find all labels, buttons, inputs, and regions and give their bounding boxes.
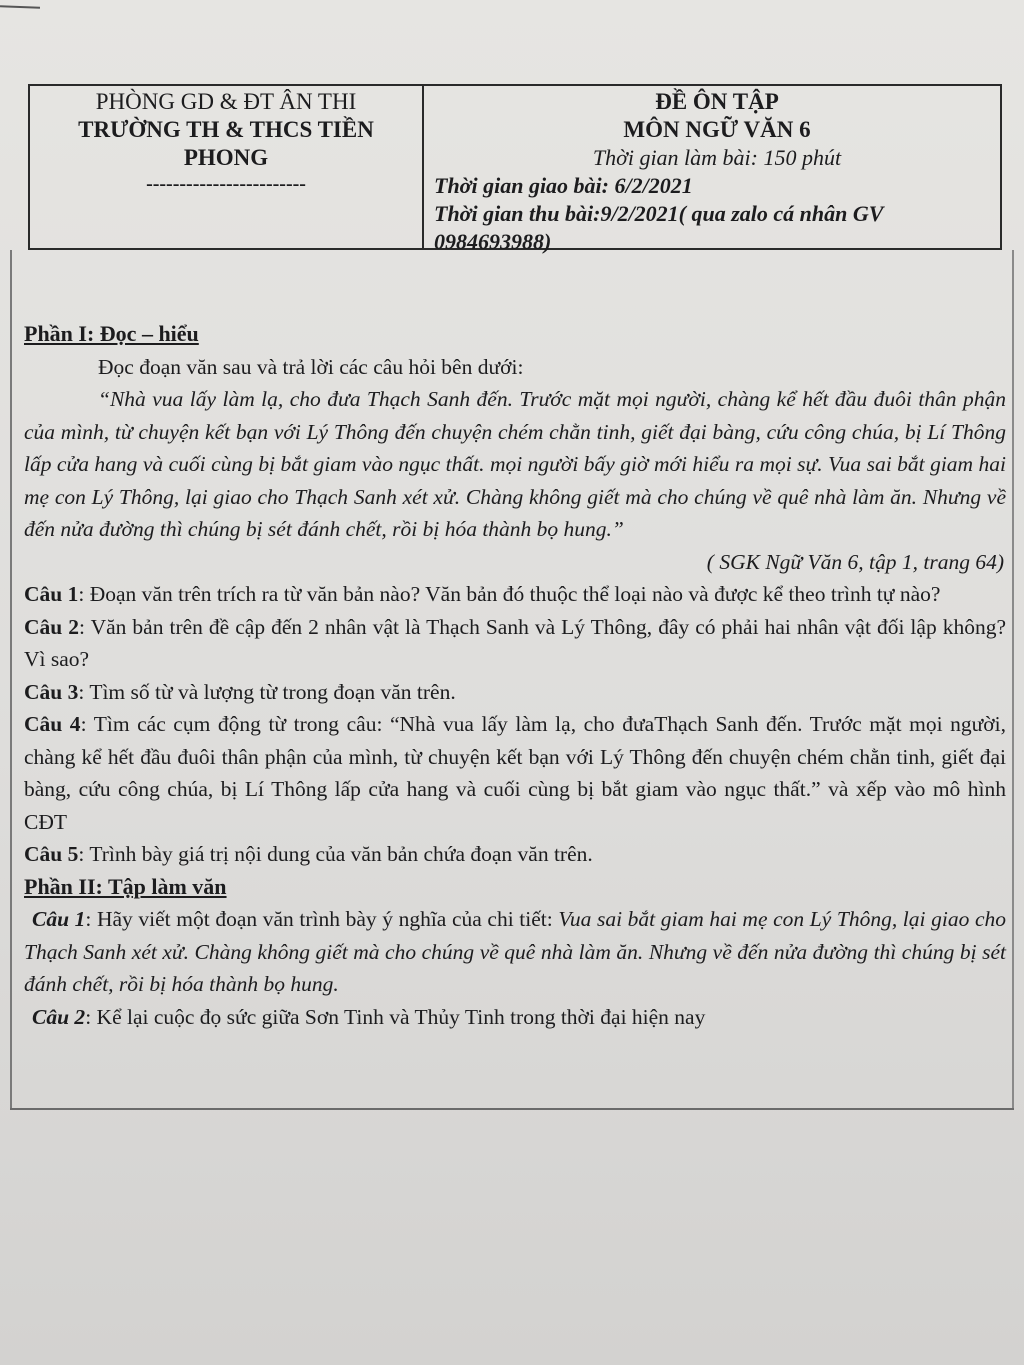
frame-left-border [10,250,12,1108]
assign-date: Thời gian giao bài: 6/2/2021 [434,173,693,198]
question-3 [24,676,1006,709]
essay-question-2 [24,1001,1006,1034]
question-label: Câu 4 [24,712,81,736]
school-name-line2: PHONG [183,145,269,170]
essay-question-1 [24,903,1006,1001]
question-4 [24,708,1006,838]
question-5 [24,838,1006,871]
department-name: PHÒNG GD & ĐT ÂN THI [95,89,357,114]
school-name-line1: TRƯỜNG TH & THCS TIỀN [78,117,374,142]
question-2 [24,611,1006,676]
corner-mark [0,5,40,8]
part1-instruction: Đọc đoạn văn sau và trả lời các câu hỏi bên dưới: [98,354,524,379]
frame-bottom-border [10,1108,1014,1110]
question-label: Câu 2 [24,614,79,639]
question-text: : Kể lại cuộc đọ sức giữa Sơn Tinh và Thủy Tinh trong thời đại hiện nay [85,1004,706,1029]
exam-title: ĐỀ ÔN TẬP [655,89,779,114]
question-text: : Tìm số từ và lượng từ trong đoạn văn trên. [78,679,456,704]
question-label: Câu 3 [24,679,79,704]
part2-title: Phần II: Tập làm văn [24,873,227,899]
question-text: : Đoạn văn trên trích ra từ văn bản nào? Văn bản đó thuộc thể loại nào và được kể theo trình tự nào? [78,582,941,606]
question-label: Câu 2 [32,1004,86,1029]
passage-source: ( SGK Ngữ Văn 6, tập 1, trang 64) [706,549,1004,574]
question-quote: Vua sai bắt giam hai mẹ con Lý Thông, lại giao cho Thạch Sanh xét xử. Chàng không giết mà cho chúng về quê nhà làm ăn. Nhưng về đến nửa đường thì chúng bị sét đánh chết, rồi bị hóa thành bọ hung. [24,907,1006,996]
question-label: Câu 5 [24,842,79,866]
question-label: Câu 1 [32,907,86,931]
question-text: : Văn bản trên đề cập đến 2 nhân vật là Thạch Sanh và Lý Thông, đây có phải hai nhân vật đối lập không? Vì sao? [24,614,1007,671]
exam-duration: Thời gian làm bài: 150 phút [592,145,842,170]
question-text: : Hãy viết một đoạn văn trình bày ý nghĩa của chi tiết: [85,907,559,931]
header-divider: ------------------------ [146,173,306,195]
header-table [28,84,1002,254]
passage-text: “Nhà vua lấy làm lạ, cho đưa Thạch Sanh đến. Trước mặt mọi người, chàng kể hết đầu đuôi thân phận của mình, từ chuyện kết bạn với Lý Thông đến chuyện chém chằn tinh, giết đại bàng, cứu công chúa, bị Lí Thông lấp cửa hang và cuối cùng bị bắt giam vào ngục thất. mọi người bấy giờ mới hiểu ra mọi sự. Vua sai bắt giam hai mẹ con Lý Thông, lại giao cho Thạch Sanh xét xử. Chàng không giết mà cho chúng về quê nhà làm ăn. Nhưng về đến nửa đường thì chúng bị sét đánh chết, rồi bị hóa thành bọ hung.” [24,387,1006,541]
question-text: : Trình bày giá trị nội dung của văn bản chứa đoạn văn trên. [78,842,593,866]
subject-title: MÔN NGỮ VĂN 6 [623,117,811,142]
exam-body [24,318,1006,1033]
question-1 [24,578,1006,611]
collect-date-line2: 0984693988) [434,229,552,254]
question-label: Câu 1 [24,582,79,606]
part1-title: Phần I: Đọc – hiểu [24,321,199,346]
frame-right-border [1012,250,1014,1108]
question-text: : Tìm các cụm động từ trong câu: “Nhà vua lấy làm lạ, cho đưaThạch Sanh đến. Trước mặt mọi người, chàng kể hết đầu đuôi thân phận của mình, từ chuyện kết bạn với Lý Thông đến chuyện chém chằn tinh, giết đại bàng, cứu công chúa, bị Lí Thông lấp cửa hang và cuối cùng bị bắt giam vào ngục thất.” và xếp vào mô hình CĐT [24,712,1007,834]
reading-passage [24,383,1006,546]
header-right-cell [424,86,1000,254]
collect-date-line1: Thời gian thu bài:9/2/2021( qua zalo cá nhân GV [434,201,884,226]
header-left-cell [30,86,424,248]
